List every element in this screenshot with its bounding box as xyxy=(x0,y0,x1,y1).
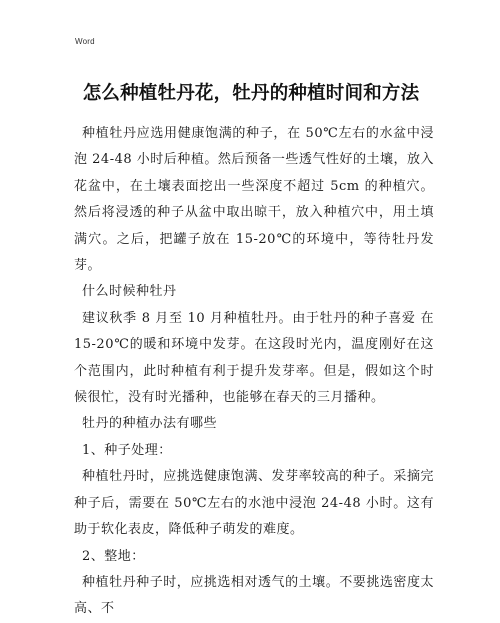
seed-treatment-paragraph: 种植牡丹时，应挑选健康饱满、发芽率较高的种子。采摘完种子后，需要在 50℃左右的水池中浸泡 24-48 小时。这有助于软化表皮，降低种子萌发的难度。 xyxy=(74,469,434,538)
intro-paragraph: 种植牡丹应选用健康饱满的种子，在 50℃左右的水盆中浸泡 24-48 小时后种植。然后预备一些透气性好的土壤，放入花盆中，在土壤表面挖出一些深度不超过 5cm 的种植穴。然后将浸透的种子从盆中取出晾干，放入种植穴中，用土填满穴。之后，把罐子放在 15-20℃的环境中，等待牡丹发芽。 xyxy=(74,126,434,274)
document-header-label: Word xyxy=(75,37,95,46)
when-to-plant-paragraph: 建议秋季 8 月至 10 月种植牡丹。由于牡丹的种子喜爱 在 15-20℃的暖和环境中发芽。在这段时光内，温度刚好在这个范围内，此时种植有利于提升发芽率。但是，假如这个时候很忙，没有时光播种，也能够在春天的三月播种。 xyxy=(74,310,434,406)
document-body xyxy=(74,121,434,623)
document-title: 怎么种植牡丹花，牡丹的种植时间和方法 xyxy=(82,83,420,104)
section-heading-when-to-plant: 什么时候种牡丹 xyxy=(82,284,177,300)
section-heading-planting-methods: 牡丹的种植办法有哪些 xyxy=(82,416,218,432)
subheading-seed-treatment: 1、种子处理： xyxy=(82,442,172,458)
soil-preparation-paragraph: 种植牡丹种子时，应挑选相对透气的土壤。不要挑选密度太高、不 xyxy=(74,574,434,617)
subheading-soil-preparation: 2、整地： xyxy=(82,548,145,564)
